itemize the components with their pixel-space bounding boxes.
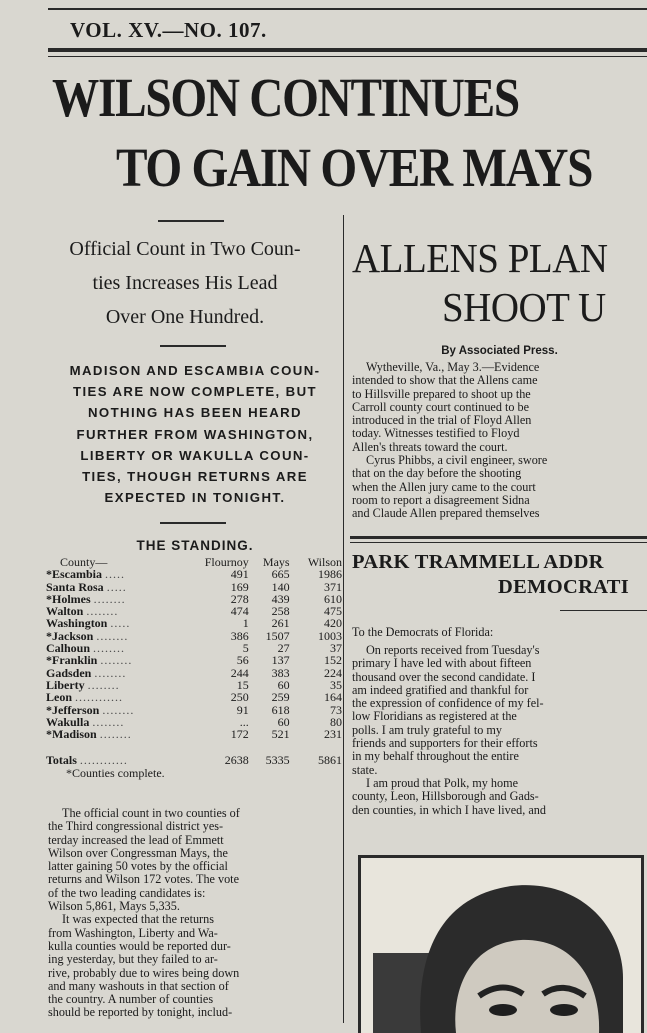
volume-number: VOL. XV.—NO. 107. xyxy=(70,18,267,42)
body-line: ing yesterday, but they failed to ar- xyxy=(48,952,218,967)
subdeck-line: FURTHER FROM WASHINGTON, xyxy=(76,426,314,442)
body-line: in my behalf throughout the entire xyxy=(352,749,519,764)
county-name: Leon ............ xyxy=(46,690,124,705)
allens-headline-line-2: SHOOT U xyxy=(442,284,606,330)
county-name: *Franklin ........ xyxy=(46,653,133,668)
subdeck-line: TIES ARE NOW COMPLETE, BUT xyxy=(73,384,317,400)
section-rule-thick xyxy=(350,536,647,539)
county-name: Santa Rosa ..... xyxy=(46,579,127,594)
masthead-rule-thin xyxy=(48,56,647,57)
totals-mays: 5335 xyxy=(265,753,290,768)
masthead-rule-thick xyxy=(48,48,647,52)
wilson-votes: 152 xyxy=(324,653,342,668)
body-line: Cyrus Phibbs, a civil engineer, swore xyxy=(366,453,548,468)
standing-title: THE STANDING. xyxy=(136,538,254,553)
mays-votes: 618 xyxy=(271,702,290,717)
mays-votes: 258 xyxy=(271,604,290,619)
wilson-votes: 371 xyxy=(324,579,342,594)
byline: By Associated Press. xyxy=(441,345,558,357)
table-row xyxy=(46,704,342,716)
body-line: thousand over the second candidate. I xyxy=(352,669,536,684)
subdeck-line: MADISON AND ESCAMBIA COUN- xyxy=(69,363,321,378)
body-line: low Floridians as registered at the xyxy=(352,709,517,724)
body-line: friends and supporters for their efforts xyxy=(352,736,538,751)
deck-dash xyxy=(158,220,224,222)
subdeck xyxy=(48,360,342,508)
header-county: County— xyxy=(60,555,108,569)
body-line: state. xyxy=(352,762,378,777)
flournoy-votes: 491 xyxy=(230,567,249,582)
body-line: am indeed gratified and thankful for xyxy=(352,682,529,697)
body-line: the country. A number of counties xyxy=(48,992,214,1007)
allens-article-body xyxy=(352,361,644,521)
standing-dash xyxy=(160,522,226,524)
wilson-votes: 80 xyxy=(330,714,342,729)
body-line: returns and Wilson 172 votes. The vote xyxy=(48,872,239,887)
flournoy-votes: ... xyxy=(239,714,249,729)
subdeck-line: TIES, THOUGH RETURNS ARE xyxy=(82,469,308,485)
column-divider xyxy=(343,215,344,1023)
body-line: Allen's threats toward the court. xyxy=(352,439,508,454)
body-line: kulla counties would be reported dur- xyxy=(48,938,231,953)
mays-votes: 27 xyxy=(277,641,290,656)
totals-wilson: 5861 xyxy=(318,753,342,768)
flournoy-votes: 172 xyxy=(230,727,249,742)
body-line: The official count in two counties of xyxy=(62,806,240,820)
park-dash xyxy=(560,610,647,611)
flournoy-votes: 5 xyxy=(242,641,249,656)
subdeck-dash xyxy=(160,345,226,347)
park-salutation: To the Democrats of Florida: xyxy=(352,625,494,639)
flournoy-votes: 278 xyxy=(230,591,249,606)
wilson-votes: 610 xyxy=(324,591,342,606)
flournoy-votes: 56 xyxy=(236,653,249,668)
mays-votes: 137 xyxy=(271,653,290,668)
flournoy-votes: 169 xyxy=(230,579,249,594)
headline-line-2: TO GAIN OVER MAYS xyxy=(116,137,593,198)
body-line: of the two leading candidates is: xyxy=(48,885,206,900)
standing-footnote: *Counties complete. xyxy=(66,765,165,780)
table-row xyxy=(46,728,342,740)
section-rule-thin xyxy=(350,542,647,543)
mays-votes: 1507 xyxy=(265,628,290,643)
portrait-illustration xyxy=(361,858,641,1033)
standing-table xyxy=(46,556,342,779)
county-name: Washington ..... xyxy=(46,616,131,631)
portrait-photo xyxy=(358,855,644,1033)
wilson-votes: 73 xyxy=(330,702,342,717)
body-line: should be reported by tonight, includ- xyxy=(48,1005,233,1020)
flournoy-votes: 1 xyxy=(242,616,249,631)
mays-votes: 259 xyxy=(271,690,290,705)
mays-votes: 383 xyxy=(271,665,290,680)
body-line: room to report a disagreement Sidna xyxy=(352,492,530,507)
body-line: and Claude Allen prepared themselves xyxy=(352,506,540,521)
deck-line: Official Count in Two Coun- xyxy=(69,238,301,260)
top-rule xyxy=(48,8,647,10)
county-name: *Jefferson ........ xyxy=(46,702,135,717)
wilson-votes: 475 xyxy=(324,604,342,619)
park-article-body xyxy=(352,644,644,817)
county-name: *Madison ........ xyxy=(46,727,132,742)
totals-row xyxy=(46,740,342,766)
body-line: county, Leon, Hillsborough and Gads- xyxy=(352,789,539,804)
subdeck-line: NOTHING HAS BEEN HEARD xyxy=(88,405,302,421)
park-headline-line-1: PARK TRAMMELL ADDR xyxy=(352,551,604,573)
mays-votes: 261 xyxy=(271,616,290,631)
body-line: intended to show that the Allens came xyxy=(352,373,538,388)
wilson-votes: 1986 xyxy=(318,567,342,582)
wilson-votes: 420 xyxy=(324,616,342,631)
body-line: I am proud that Polk, my home xyxy=(366,775,518,790)
wilson-votes: 231 xyxy=(324,727,342,742)
body-line: from Washington, Liberty and Wa- xyxy=(48,925,218,940)
county-name: Gadsden ........ xyxy=(46,665,127,680)
body-line: den counties, in which I have lived, and xyxy=(352,802,546,817)
wilson-article-body xyxy=(48,807,342,1020)
mays-votes: 140 xyxy=(271,579,290,594)
mays-votes: 60 xyxy=(277,677,290,692)
body-line: and many washouts in that section of xyxy=(48,978,229,993)
body-line: when the Allen jury came to the court xyxy=(352,479,536,494)
footnote-row xyxy=(46,767,342,779)
county-name: *Escambia ..... xyxy=(46,567,126,582)
flournoy-votes: 250 xyxy=(230,690,249,705)
county-name: *Holmes ........ xyxy=(46,591,126,606)
flournoy-votes: 386 xyxy=(230,628,249,643)
flournoy-votes: 91 xyxy=(236,702,249,717)
body-line: rive, probably due to wires being down xyxy=(48,965,240,980)
county-name: Liberty ........ xyxy=(46,677,120,692)
wilson-votes: 164 xyxy=(324,690,342,705)
body-line: Wilson over Congressman Mays, the xyxy=(48,845,228,860)
body-line: Wilson 5,861, Mays 5,335. xyxy=(48,899,180,914)
headline-line-1: WILSON CONTINUES xyxy=(52,67,519,128)
county-name: Calhoun ........ xyxy=(46,641,126,656)
wilson-votes: 37 xyxy=(330,641,342,656)
body-line: Carroll county court continued to be xyxy=(352,399,530,414)
mays-votes: 439 xyxy=(271,591,290,606)
body-line: introduced in the trial of Floyd Allen xyxy=(352,413,532,428)
header-wilson: Wilson xyxy=(307,555,342,569)
wilson-votes: 35 xyxy=(330,677,342,692)
totals-label: Totals ............ xyxy=(46,753,128,768)
header-flournoy: Flournoy xyxy=(204,555,249,569)
mays-votes: 665 xyxy=(271,567,290,582)
wilson-votes: 224 xyxy=(324,665,342,680)
mays-votes: 521 xyxy=(271,727,290,742)
body-line: to Hillsville prepared to shoot up the xyxy=(352,386,531,401)
body-line: the expression of confidence of my fel- xyxy=(352,696,544,711)
body-line: today. Witnesses testified to Floyd xyxy=(352,426,520,441)
body-line: It was expected that the returns xyxy=(62,912,214,927)
body-line: the Third congressional district yes- xyxy=(48,819,224,834)
body-line: Wytheville, Va., May 3.—Evidence xyxy=(366,360,540,374)
deck xyxy=(30,232,340,334)
deck-line: ties Increases His Lead xyxy=(92,272,278,294)
body-line: terday increased the lead of Emmett xyxy=(48,832,224,847)
park-headline-line-2: DEMOCRATI xyxy=(498,576,630,598)
mays-votes: 60 xyxy=(277,714,290,729)
deck-line: Over One Hundred. xyxy=(105,306,265,328)
body-line: primary I have led with about fifteen xyxy=(352,656,532,671)
subdeck-line: EXPECTED IN TONIGHT. xyxy=(104,490,286,506)
subdeck-line: LIBERTY OR WAKULLA COUN- xyxy=(80,447,310,463)
wilson-votes: 1003 xyxy=(318,628,342,643)
county-name: Wakulla ........ xyxy=(46,714,125,729)
body-line: polls. I am truly grateful to my xyxy=(352,722,502,737)
flournoy-votes: 15 xyxy=(236,677,249,692)
body-line: On reports received from Tuesday's xyxy=(366,643,540,657)
totals-flournoy: 2638 xyxy=(224,753,249,768)
county-name: Walton ........ xyxy=(46,604,119,619)
body-line: that on the day before the shooting xyxy=(352,466,522,481)
flournoy-votes: 244 xyxy=(230,665,249,680)
allens-headline-line-1: ALLENS PLAN xyxy=(352,235,608,281)
county-name: *Jackson ........ xyxy=(46,628,129,643)
header-mays: Mays xyxy=(262,555,290,569)
body-line: latter gaining 50 votes by the official xyxy=(48,859,228,874)
flournoy-votes: 474 xyxy=(230,604,249,619)
